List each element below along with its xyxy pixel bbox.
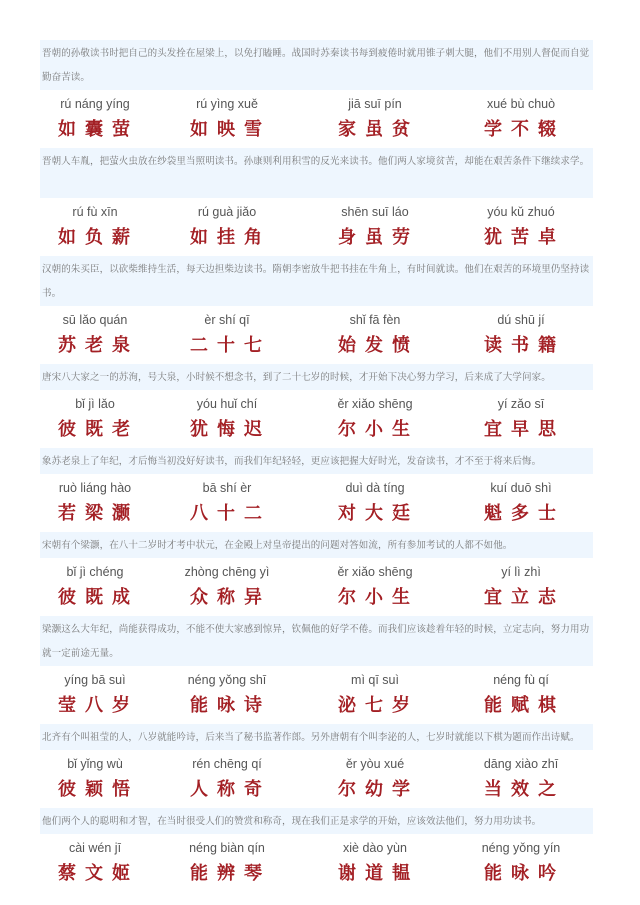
idiom-hanzi: 泌七岁 <box>338 695 419 716</box>
idiom-hanzi: 彼颖悟 <box>58 779 139 800</box>
pinyin: ěr xiǎo shēng <box>337 565 413 579</box>
idiom-hanzi: 如挂角 <box>190 227 271 248</box>
pinyin: bā shí èr <box>202 481 252 495</box>
pinyin: bǐ jì chéng <box>66 565 124 579</box>
story-description: 他们两个人的聪明和才智，在当时很受人们的赞赏和称奇，现在我们正是求学的开始，应该效法他们，努力用功读书。 <box>40 808 593 834</box>
pinyin: néng yǒng shī <box>187 673 267 687</box>
idiom-hanzi: 始发愤 <box>338 335 419 356</box>
pinyin: xué bù chuò <box>486 97 556 111</box>
idiom-row <box>40 834 593 892</box>
idiom-hanzi: 宜立志 <box>484 587 565 608</box>
pinyin: jiā suī pín <box>348 97 402 111</box>
idiom-hanzi: 八十二 <box>190 503 271 524</box>
pinyin: ěr xiǎo shēng <box>337 397 413 411</box>
idiom-row <box>40 390 593 448</box>
idiom-hanzi: 如囊萤 <box>58 119 139 140</box>
story-description: 宋朝有个梁灏，在八十二岁时才考中状元，在金殿上对皇帝提出的问题对答如流，所有参加考试的人都不如他。 <box>40 532 593 558</box>
idiom-hanzi: 尔幼学 <box>338 779 419 800</box>
idiom-row <box>40 558 593 616</box>
pinyin: néng fù qí <box>493 673 549 687</box>
story-description: 北齐有个叫祖莹的人，八岁就能吟诗，后来当了秘书监著作郎。另外唐朝有个叫李泌的人，七岁时就能以下棋为题而作出诗赋。 <box>40 724 593 750</box>
three-character-classic-page <box>40 40 593 892</box>
idiom-hanzi: 若梁灏 <box>58 503 139 524</box>
idiom-hanzi: 众称异 <box>190 587 271 608</box>
story-description: 晋朝的孙敬读书时把自己的头发拴在屋梁上，以免打瞌睡。战国时苏秦读书每到疲倦时就用锥子刺大腿，他们不用别人督促而自觉勤奋苦读。 <box>40 40 593 90</box>
pinyin: dú shū jí <box>497 313 545 327</box>
idiom-row <box>40 198 593 256</box>
idiom-row <box>40 666 593 724</box>
story-description: 梁灏这么大年纪，尚能获得成功，不能不使大家感到惊异，钦佩他的好学不倦。而我们应该趁着年轻的时候，立定志向，努力用功就一定前途无量。 <box>40 616 593 666</box>
pinyin: yóu huǐ chí <box>196 397 258 411</box>
idiom-hanzi: 能咏吟 <box>484 863 565 884</box>
pinyin: duì dà tíng <box>345 481 405 495</box>
pinyin: ěr yòu xué <box>345 757 405 771</box>
idiom-hanzi: 彼既老 <box>58 419 139 440</box>
idiom-hanzi: 彼既成 <box>58 587 139 608</box>
pinyin: néng yǒng yín <box>481 841 561 855</box>
idiom-hanzi: 莹八岁 <box>58 695 139 716</box>
story-description: 汉朝的朱买臣，以砍柴维持生活，每天边担柴边读书。隋朝李密放牛把书挂在牛角上，有时间就读。他们在艰苦的环境里仍坚持读书。 <box>40 256 593 306</box>
idiom-hanzi: 二十七 <box>190 335 271 356</box>
idiom-hanzi: 读书籍 <box>484 335 565 356</box>
pinyin: ruò liáng hào <box>58 481 132 495</box>
idiom-hanzi: 苏老泉 <box>58 335 139 356</box>
idiom-hanzi: 犹悔迟 <box>190 419 271 440</box>
pinyin: yí lì zhì <box>501 565 541 579</box>
pinyin: èr shí qī <box>204 313 250 327</box>
idiom-hanzi: 魁多士 <box>484 503 565 524</box>
idiom-hanzi: 家虽贫 <box>338 119 419 140</box>
idiom-hanzi: 犹苦卓 <box>484 227 565 248</box>
idiom-hanzi: 能咏诗 <box>190 695 271 716</box>
pinyin: yóu kǔ zhuó <box>487 205 555 219</box>
pinyin: zhòng chēng yì <box>184 565 270 579</box>
pinyin: rú fù xīn <box>72 205 118 219</box>
idiom-hanzi: 尔小生 <box>338 587 419 608</box>
pinyin: shēn suī láo <box>341 205 409 219</box>
idiom-row <box>40 750 593 808</box>
pinyin: rú náng yíng <box>60 97 130 111</box>
idiom-hanzi: 谢道韫 <box>338 863 419 884</box>
idiom-hanzi: 能赋棋 <box>484 695 565 716</box>
pinyin: yíng bā suì <box>64 673 126 687</box>
story-description: 唐宋八大家之一的苏洵，号大泉，小时候不想念书，到了二十七岁的时候，才开始下决心努力学习，后来成了大学问家。 <box>40 364 593 390</box>
idiom-hanzi: 身虽劳 <box>338 227 419 248</box>
pinyin: néng biàn qín <box>189 841 265 855</box>
pinyin: bǐ jì lǎo <box>75 397 115 411</box>
pinyin: dāng xiào zhī <box>483 757 559 771</box>
idiom-row <box>40 90 593 148</box>
pinyin: cài wén jī <box>68 841 122 855</box>
pinyin: mì qī suì <box>351 673 399 687</box>
idiom-hanzi: 能辨琴 <box>190 863 271 884</box>
idiom-hanzi: 如映雪 <box>190 119 271 140</box>
idiom-hanzi: 人称奇 <box>190 779 271 800</box>
pinyin: rén chēng qí <box>192 757 262 771</box>
idiom-hanzi: 当效之 <box>484 779 565 800</box>
idiom-hanzi: 如负薪 <box>58 227 139 248</box>
pinyin: sū lǎo quán <box>62 313 128 327</box>
pinyin: kuí duō shì <box>490 481 552 495</box>
idiom-hanzi: 学不辍 <box>484 119 565 140</box>
idiom-row <box>40 474 593 532</box>
pinyin: yí zǎo sī <box>497 397 545 411</box>
idiom-hanzi: 宜早思 <box>484 419 565 440</box>
idiom-row <box>40 306 593 364</box>
idiom-hanzi: 对大廷 <box>338 503 419 524</box>
story-description: 晋朝人车胤，把萤火虫放在纱袋里当照明读书。孙康则利用积雪的反光来读书。他们两人家境贫苦，却能在艰苦条件下继续求学。 <box>40 148 593 198</box>
story-description: 象苏老泉上了年纪，才后悔当初没好好读书，而我们年纪轻轻，更应该把握大好时光，发奋读书，才不至于将来后悔。 <box>40 448 593 474</box>
pinyin: rú yìng xuě <box>196 97 258 111</box>
pinyin: shǐ fā fèn <box>349 313 401 327</box>
idiom-hanzi: 蔡文姬 <box>58 863 139 884</box>
idiom-hanzi: 尔小生 <box>338 419 419 440</box>
pinyin: bǐ yǐng wù <box>67 757 123 771</box>
pinyin: rú guà jiǎo <box>197 205 257 219</box>
pinyin: xiè dào yùn <box>343 841 407 855</box>
